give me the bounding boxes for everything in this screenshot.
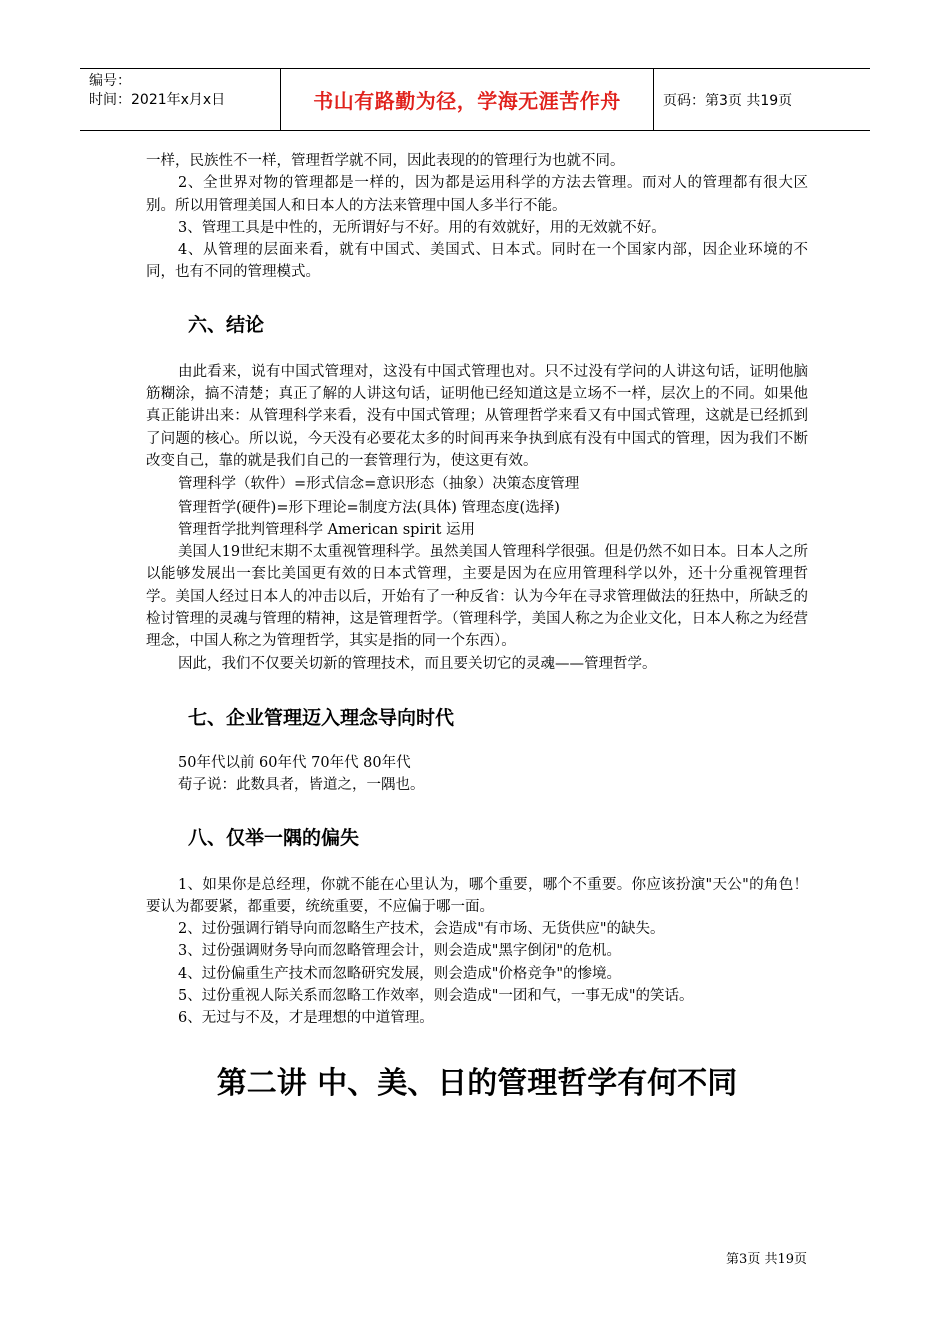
page-info: 页码：第3页 共19页	[663, 92, 793, 109]
header-meta-cell	[80, 69, 281, 130]
lecture-title: 第二讲 中、美、日的管理哲学有何不同	[216, 1065, 738, 1101]
section-heading-8: 八、仅举一隅的偏失	[188, 826, 360, 849]
paragraph: 管理科学（软件）=形式信念=意识形态（抽象）决策态度管理	[178, 476, 580, 493]
paragraph: 荀子说：此数具者，皆道之，一隅也。	[178, 777, 425, 794]
date-label: 时间：2021年x月x日	[89, 92, 226, 108]
header-motto-cell	[281, 69, 654, 130]
number-label: 编号：	[89, 73, 131, 89]
paragraph: 2、全世界对物的管理都是一样的，因为都是运用科学的方法去管理。而对人的管理都有很大区别。所以用管理美国人和日本人的方法来管理中国人多半行不能。	[146, 175, 808, 214]
paragraph: 3、过份强调财务导向而忽略管理会计，则会造成"黑字倒闭"的危机。	[178, 943, 622, 960]
section-heading-6: 六、结论	[188, 313, 265, 336]
paragraph: 3、管理工具是中性的，无所谓好与不好。用的有效就好，用的无效就不好。	[178, 219, 666, 236]
paragraph: 50年代以前 60年代 70年代 80年代	[178, 754, 411, 771]
section-heading-7: 七、企业管理迈入理念导向时代	[188, 706, 455, 729]
motto-text: 书山有路勤为径，学海无涯苦作舟	[313, 89, 621, 113]
document-body	[146, 150, 808, 1102]
paragraph: 4、从管理的层面来看，就有中国式、美国式、日本式。同时在一个国家内部，因企业环境的不同，也有不同的管理模式。	[146, 242, 808, 281]
paragraph: 2、过份强调行销导向而忽略生产技术，会造成"有市场、无货供应"的缺失。	[178, 921, 665, 938]
paragraph: 一样，民族性不一样，管理哲学就不同，因此表现的的管理行为也就不同。	[146, 153, 625, 169]
paragraph: 1、如果你是总经理，你就不能在心里认为，哪个重要，哪个不重要。你应该扮演"天公"的角色！要认为都要紧，都重要，统统重要，不应偏于哪一面。	[146, 876, 808, 915]
paragraph: 管理哲学(硬件)=形下理论=制度方法(具体) 管理态度(选择)	[178, 499, 560, 516]
paragraph: 美国人19世纪末期不太重视管理科学。虽然美国人管理科学很强。但是仍然不如日本。日本人之所以能够发展出一套比美国更有效的日本式管理，主要是因为在应用管理科学以外，还十分重视管理哲学。美国人经过日本人的冲击以后，开始有了一种反省：认为今年在寻求管理做法的狂热中，所缺乏的检讨管理的灵魂与管理的精神，这是管理哲学。（管理科学，美国人称之为企业文化，日本人称之为经营理念，中国人称之为管理哲学，其实是指的同一个东西）。	[146, 544, 808, 650]
paragraph: 由此看来，说有中国式管理对，这没有中国式管理也对。只不过没有学问的人讲这句话，证明他脑筋糊涂，搞不清楚；真正了解的人讲这句话，证明他已经知道这是立场不一样，层次上的不同。如果他真正能讲出来：从管理科学来看，没有中国式管理；从管理哲学来看又有中国式管理，这就是已经抓到了问题的核心。所以说，今天没有必要花太多的时间再来争执到底有没有中国式的管理，因为我们不断改变自己，靠的就是我们自己的一套管理行为，使这更有效。	[146, 363, 808, 469]
paragraph: 4、过份偏重生产技术而忽略研究发展，则会造成"价格竞争"的惨境。	[178, 965, 622, 982]
paragraph: 5、过份重视人际关系而忽略工作效率，则会造成"一团和气，一事无成"的笑话。	[178, 988, 694, 1005]
paragraph: 因此，我们不仅要关切新的管理技术，而且要关切它的灵魂——管理哲学。	[178, 655, 657, 672]
header-page-cell	[654, 69, 870, 130]
page-header	[80, 68, 870, 131]
page-footer: 第3页 共19页	[726, 1252, 807, 1267]
paragraph: 管理哲学批判管理科学 American spirit 运用	[178, 521, 476, 538]
paragraph: 6、无过与不及，才是理想的中道管理。	[178, 1010, 434, 1027]
